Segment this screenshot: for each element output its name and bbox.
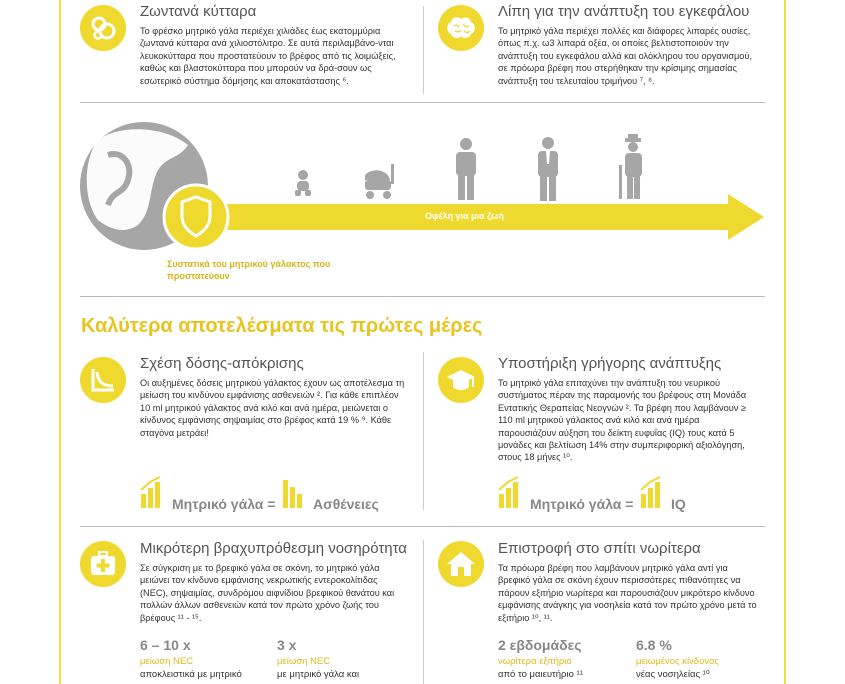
lifetime-benefits-label: Οφέλη για μια ζωή [425, 211, 504, 221]
stroller-icon [365, 164, 394, 199]
home-stat-1-desc: από το μαιευτήριο ¹¹ [498, 669, 583, 680]
morbidity-stat-1-desc: αποκλειστικά με μητρικό [140, 669, 242, 680]
home-stat-2-desc: νέας νοσηλείας ¹⁰ [636, 669, 710, 680]
home-stat-2-value: 6.8 % [636, 637, 672, 653]
protective-components-caption: Συστατικά του μητρικού γάλακτος που προστατεύουν [167, 259, 331, 281]
morbidity-text: Σε σύγκριση με το βρεφικό γάλα σε σκόνη, το μητρικό γάλα μειώνει τον κίνδυνο εμφάνισης νεκρωτικής εντεροκολίτιδας (NEC), σηψαιμίας, συνδρόμου αιφνίδιου βρεφικού θανάτου και πολλών άλλων ασθενειών κατά τον πρώτο χρόνο ζωής του βρέφους ¹¹ - ¹⁵. [140, 563, 395, 623]
child-icon [456, 138, 476, 200]
brain-icon [438, 5, 484, 51]
home-text: Τα πρόωρα βρέφη που λαμβάνουν μητρικό γάλα αντί για βρεφικό γάλα σε σκόνη έχουν περισσότερες πιθανότητες να πάρουν εξιτήριο νωρίτερα και παρουσιάζουν μικρότερο κίνδυνο εμφάνισης ανάγκης για νοσηλεία κατά τον πρώτο χρόνο μετά το εξιτήριο ¹⁰, ¹¹. [498, 563, 757, 623]
cells-icon [80, 5, 126, 51]
home-stat-1-label: νωρίτερα εξιτήριο [498, 656, 572, 667]
home-stat-2-label: μειωμένος κίνδυνος [636, 656, 719, 667]
dose-response-text: Οι αυξημένες δόσεις μητρικού γάλακτος έχουν ως αποτέλεσμα τη μείωση του κινδύνου εμφάνισης ασθενειών ². Για κάθε επιπλέον 10 ml μητρικού γάλακτος ανά κιλό και ανά ημέρα, μειώνεται ο κίνδυνος εμφάνισης σηψαιμίας στο βρέφος κατά 19 % ⁹. Κάθε σταγόνα μετράει! [140, 378, 405, 438]
growth-title: Υποστήριξη γρήγορης ανάπτυξης [498, 355, 722, 372]
elderly-icon [619, 134, 642, 199]
live-cells-text: Το φρέσκο μητρικό γάλα περιέχει χιλιάδες έως εκατομμύρια ζωντανά κύτταρα ανά χιλιοστόλιτρο. Σε αυτά περιλαμβάνο-νται λευκοκύτταρα που προστατεύουν το βρέφος από τις λοιμώξεις, καθώς και βλαστοκύτταρα που μπορούν να δρά-σουν ως εσωτερικό σύστημα δόμησης και αποκατάστασης ⁶. [140, 26, 396, 86]
shield-badge-icon [164, 185, 228, 249]
morbidity-stat-2-value: 3 x [277, 637, 297, 653]
morbidity-stat-2-label: μείωση NEC [277, 656, 331, 667]
section-heading: Καλύτερα αποτελέσματα τις πρώτες μέρες [81, 315, 483, 337]
column-divider-2 [423, 352, 424, 510]
timeline-graphic [78, 120, 778, 260]
column-divider-3 [423, 540, 424, 684]
home-title: Επιστροφή στο σπίτι νωρίτερα [498, 540, 701, 557]
dose-equation-right: Ασθένειες [313, 496, 379, 512]
morbidity-stat-2-desc: με μητρικό γάλα και [277, 669, 360, 680]
top-divider [80, 102, 765, 103]
home-stat-1-value: 2 εβδομάδες [498, 637, 582, 653]
bars-up-icon-3 [640, 476, 666, 510]
lower-divider [80, 526, 765, 527]
frame-right-border [784, 0, 786, 684]
dose-response-title: Σχέση δόσης-απόκρισης [140, 355, 304, 372]
morbidity-title: Μικρότερη βραχυπρόθεσμη νοσηρότητα [140, 540, 407, 557]
growth-text: Το μητρικό γάλα επιταχύνει την ανάπτυξη του νευρικού συστήματος πέραν της παραμονής του βρέφους στη Μονάδα Εντατικής Θεραπείας Νεογνών ². Τα βρέφη που λαμβάνουν ≥ 110 ml μητρικού γάλακτος ανά κιλό και ανά ημέρα παρουσιάζουν αύξηση του δείκτη ευφυΐας (IQ) τους κατά 5 μονάδες και βελτίωση 14% στην συμπεριφορική αξιολόγηση, στους 18 μήνες ¹⁰. [498, 378, 747, 463]
growth-equation-right: IQ [671, 496, 686, 512]
baby-icon [295, 170, 311, 196]
graduation-cap-icon [438, 357, 484, 403]
bars-up-icon [140, 476, 166, 510]
first-aid-icon [80, 541, 126, 587]
live-cells-title: Ζωντανά κύτταρα [140, 3, 257, 20]
adult-icon [538, 137, 558, 201]
brain-fats-title: Λίπη για την ανάπτυξη του εγκεφάλου [498, 3, 750, 20]
brain-fats-text: Το μητρικό γάλα περιέχει πολλές και διάφορες λιπαρές ουσίες, όπως π.χ. ω3 λιπαρά οξέα, οι οποίες βελτιστοποιούν την ανάπτυξη του εγκεφάλου αλλά και ολόκληρου του οργανισμού, σε πρόωρα βρέφη που στερήθηκαν την κρίσιμης σημασίας ανάπτυξη του τελευταίου τριμήνου ⁷, ⁸. [498, 26, 752, 86]
column-divider [423, 6, 424, 94]
middle-divider [80, 296, 765, 297]
house-icon [438, 541, 484, 587]
curve-chart-icon [80, 357, 126, 403]
bars-up-icon-2 [498, 476, 524, 510]
morbidity-stat-1-label: μείωση NEC [140, 656, 194, 667]
growth-equation-left: Μητρικό γάλα = [530, 496, 634, 512]
morbidity-stat-1-value: 6 – 10 x [140, 637, 191, 653]
dose-equation-left: Μητρικό γάλα = [172, 496, 276, 512]
frame-left-border [59, 0, 61, 684]
bars-down-icon [282, 478, 308, 510]
